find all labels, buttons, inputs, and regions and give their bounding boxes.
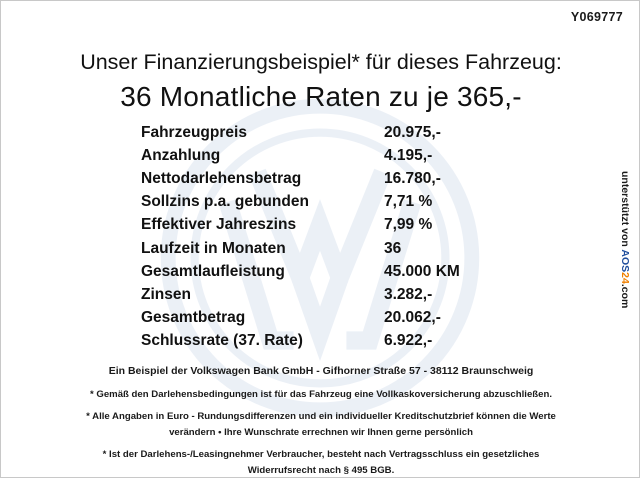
- row-label: Anzahlung: [141, 146, 221, 164]
- legal-note: * Alle Angaben in Euro - Rundungsdifferenzen und ein individueller Kreditschutzbrief können die Werte: [86, 410, 556, 422]
- table-row: [141, 283, 501, 306]
- bank-address-line: Ein Beispiel der Volkswagen Bank GmbH - Gifhorner Straße 57 - 38112 Braunschweig: [108, 365, 534, 377]
- reference-code: Y069777: [570, 10, 623, 24]
- row-label: Fahrzeugpreis: [141, 123, 247, 141]
- bar-segment-yellow: [619, 0, 640, 1]
- table-row: [141, 307, 501, 330]
- row-value: 45.000 KM: [384, 262, 460, 280]
- legal-note: Widerrufsrecht nach § 495 BGB.: [247, 465, 395, 476]
- bottom-color-bar: [1, 0, 640, 1]
- row-label: Zinsen: [141, 285, 191, 303]
- row-value: 7,99 %: [384, 216, 433, 234]
- table-row: [141, 167, 501, 190]
- table-row: [141, 144, 501, 167]
- table-row: [141, 260, 501, 283]
- supporter-suffix: .com: [619, 283, 631, 309]
- supporter-brand-number: 24: [619, 272, 631, 284]
- table-row: [141, 237, 501, 260]
- bar-segment-blue: [1, 0, 17, 1]
- row-label: Nettodarlehensbetrag: [141, 169, 302, 187]
- row-value: 16.780,-: [384, 169, 441, 187]
- row-value: 4.195,-: [384, 146, 433, 164]
- row-value: 36: [384, 239, 402, 257]
- row-label: Laufzeit in Monaten: [141, 239, 286, 257]
- supporter-prefix: unterstützt von: [619, 171, 631, 250]
- table-row: [141, 191, 501, 214]
- row-label: Gesamtbetrag: [141, 309, 246, 327]
- row-value: 20.062,-: [384, 309, 441, 327]
- page-subtitle: 36 Monatliche Raten zu je 365,-: [120, 81, 522, 112]
- page-title: Unser Finanzierungsbeispiel* für dieses Fahrzeug:: [80, 50, 562, 74]
- table-row: [141, 330, 501, 353]
- row-label: Sollzins p.a. gebunden: [141, 193, 309, 211]
- bar-segment-white: [17, 0, 591, 1]
- row-value: 20.975,-: [384, 123, 441, 141]
- legal-note: * Gemäß den Darlehensbedingungen ist für das Fahrzeug eine Vollkaskoversicherung abzuschließen.: [89, 389, 553, 400]
- legal-note: verändern • Ihre Wunschrate errechnen wir Ihnen gerne persönlich: [169, 427, 473, 438]
- row-value: 3.282,-: [384, 285, 433, 303]
- table-row: [141, 121, 501, 144]
- finance-details-table: [141, 121, 501, 353]
- row-label: Effektiver Jahreszins: [141, 216, 297, 234]
- legal-note: * Ist der Darlehens-/Leasingnehmer Verbraucher, besteht nach Vertragsschluss ein gesetzliches: [102, 448, 540, 460]
- supporter-credit: [617, 171, 635, 361]
- legal-notes: [35, 389, 607, 478]
- row-label: Gesamtlaufleistung: [141, 262, 285, 280]
- bar-segment-red: [591, 0, 619, 1]
- row-value: 7,71 %: [384, 193, 433, 211]
- supporter-brand: AOS: [619, 249, 631, 273]
- table-row: [141, 214, 501, 237]
- row-value: 6.922,-: [384, 332, 433, 350]
- row-label: Schlussrate (37. Rate): [141, 332, 303, 350]
